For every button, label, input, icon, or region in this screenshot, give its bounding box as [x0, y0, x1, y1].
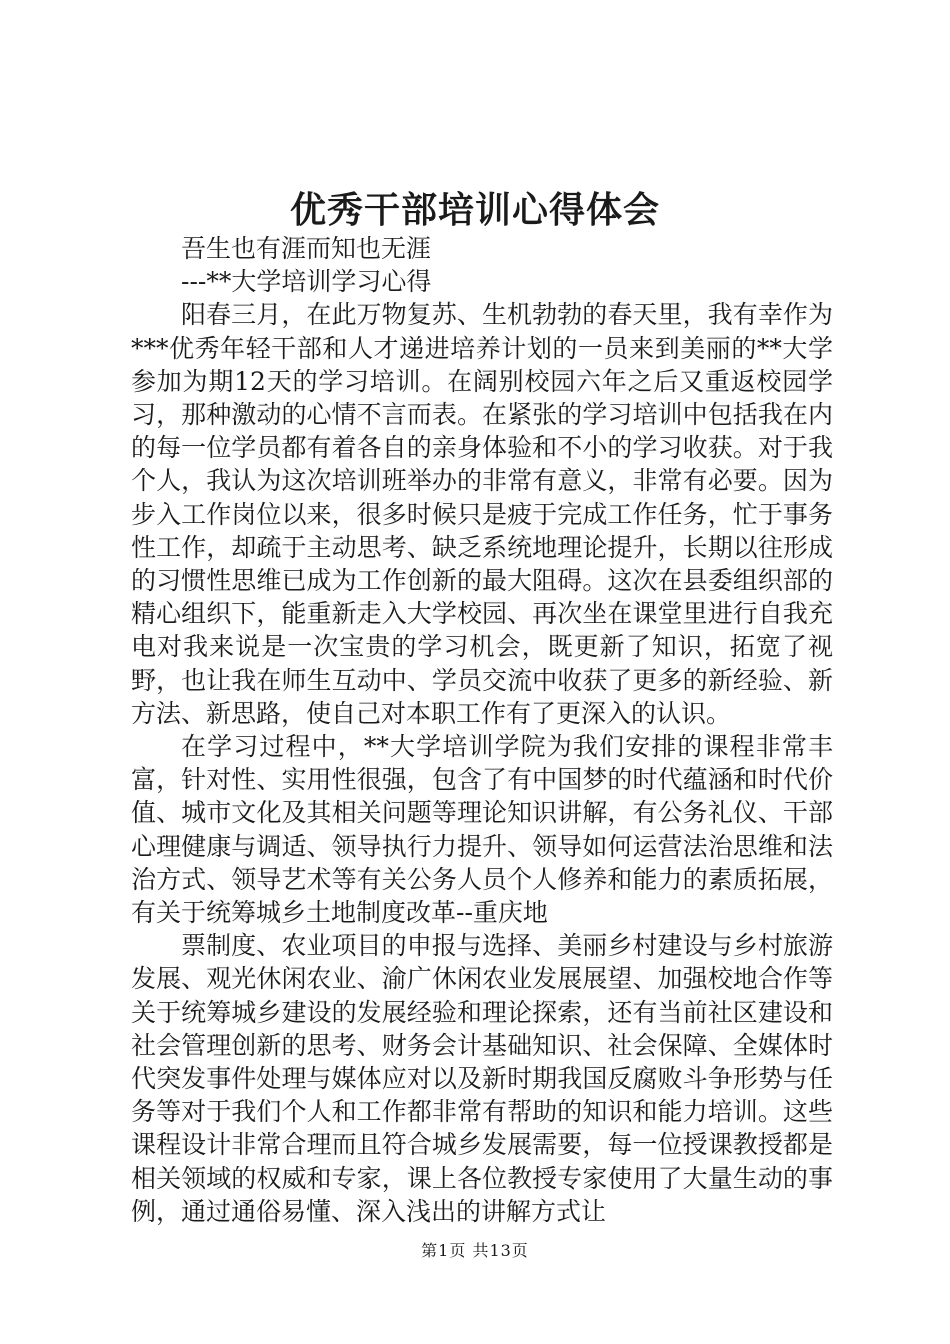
- body-paragraph: 阳春三月，在此万物复苏、生机勃勃的春天里，我有幸作为***优秀年轻干部和人才递进培养计划的一员来到美丽的**大学参加为期12天的学习培训。在阔别校园六年之后又重返校园学习，那种激动的心情不言而表。在紧张的学习培训中包括我在内的每一位学员都有着各自的亲身体验和不小的学习收获。对于我个人，我认为这次培训班举办的非常有意义，非常有必要。因为步入工作岗位以来，很多时候只是疲于完成工作任务，忙于事务性工作，却疏于主动思考、缺乏系统地理论提升，长期以往形成的习惯性思维已成为工作创新的最大阻碍。这次在县委组织部的精心组织下，能重新走入大学校园、再次坐在课堂里进行自我充电对我来说是一次宝贵的学习机会，既更新了知识，拓宽了视野，也让我在师生互动中、学员交流中收获了更多的新经验、新方法、新思路，使自己对本职工作有了更深入的认识。: [131, 300, 833, 728]
- document-body: [131, 232, 833, 1228]
- body-paragraph: 在学习过程中，**大学培训学院为我们安排的课程非常丰富，针对性、实用性很强，包含了有中国梦的时代蕴涵和时代价值、城市文化及其相关问题等理论知识讲解，有公务礼仪、干部心理健康与调适、领导执行力提升、领导如何运营法治思维和法治方式、领导艺术等有关公务人员个人修养和能力的素质拓展，有关于统筹城乡土地制度改革--重庆地: [131, 732, 833, 928]
- subtitle-source-line: ---**大学培训学习心得: [181, 267, 432, 297]
- document-title: 优秀干部培训心得体会: [289, 189, 660, 231]
- body-paragraph: 票制度、农业项目的申报与选择、美丽乡村建设与乡村旅游发展、观光休闲农业、渝广休闲农业发展展望、加强校地合作等关于统筹城乡建设的发展经验和理论探索，还有当前社区建设和社会管理创新的思考、财务会计基础知识、社会保障、全媒体时代突发事件处理与媒体应对以及新时期我国反腐败斗争形势与任务等对于我们个人和工作都非常有帮助的知识和能力培训。这些课程设计非常合理而且符合城乡发展需要，每一位授课教授都是相关领域的权威和专家，课上各位教授专家使用了大量生动的事例，通过通俗易懂、深入浅出的讲解方式让: [131, 931, 833, 1226]
- page-indicator: 第1页 共13页: [421, 1241, 529, 1260]
- subtitle-line: 吾生也有涯而知也无涯: [181, 234, 432, 263]
